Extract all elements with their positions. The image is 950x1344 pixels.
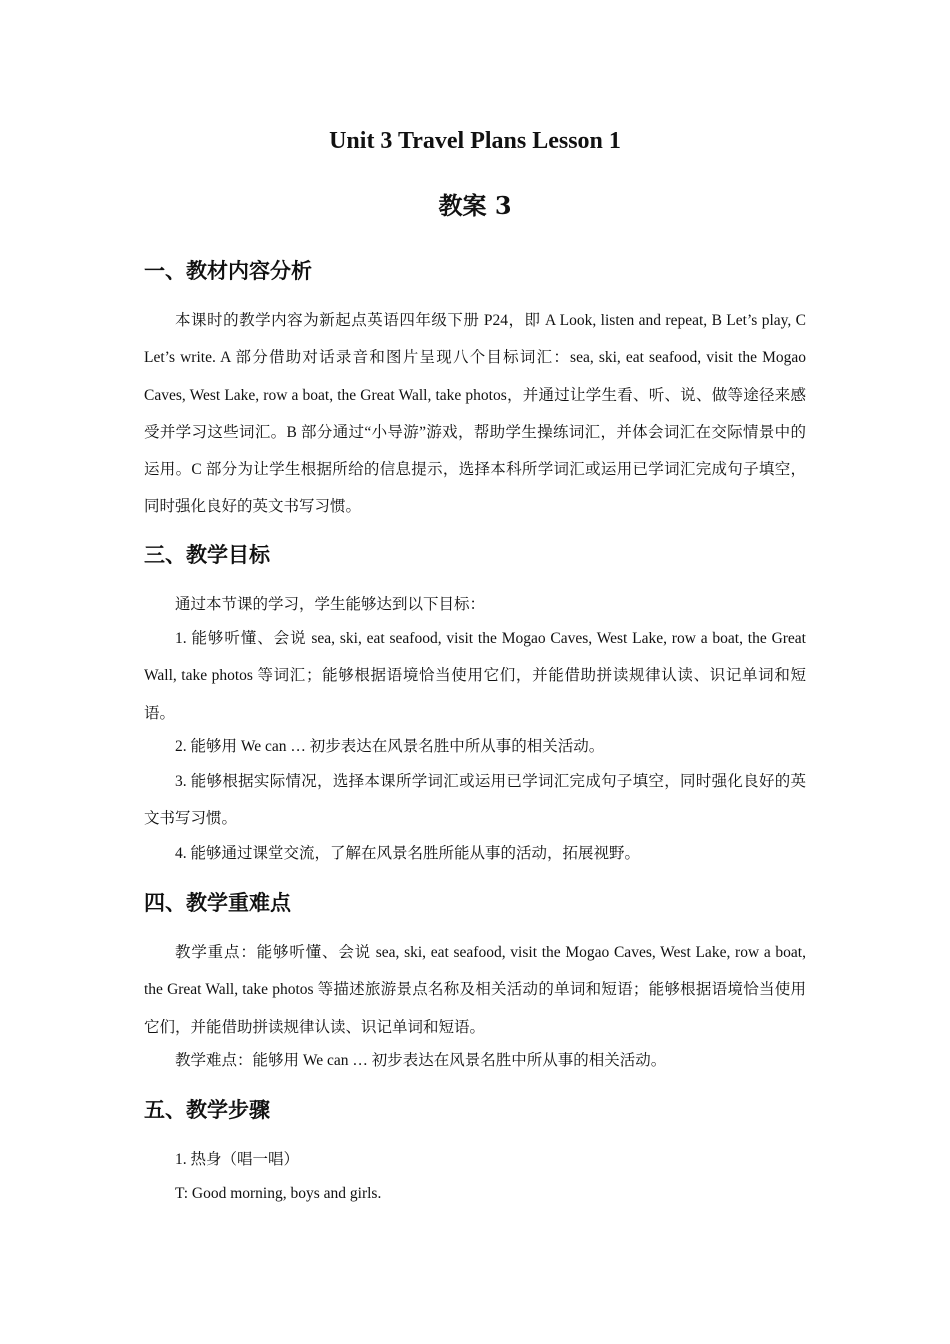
paragraph-dialogue-line-1: T: Good morning, boys and girls.	[175, 1185, 382, 1202]
section-heading-teaching-goals: 三、教学目标	[144, 542, 270, 567]
document-title: Unit 3 Travel Plans Lesson 1	[329, 128, 621, 154]
paragraph-goal-4: 4. 能够通过课堂交流，了解在风景名胜所能从事的活动，拓展视野。	[175, 845, 641, 862]
document-subtitle: 教案 3	[438, 191, 512, 220]
section-heading-content-analysis: 一、教材内容分析	[144, 258, 312, 283]
paragraph-goal-1: 1. 能够听懂、会说 sea, ski, eat seafood, visit the Mogao Caves, West Lake, row a boat, the Great Wall, take photos 等词汇；能够根据语境恰当使用它们，并能借助拼读规律认读、识记单词和短语。	[144, 630, 806, 722]
section-heading-teaching-steps: 五、教学步骤	[144, 1097, 270, 1122]
paragraph-difficult-point: 教学难点：能够用 We can … 初步表达在风景名胜中所从事的相关活动。	[175, 1052, 667, 1069]
paragraph-goal-2: 2. 能够用 We can … 初步表达在风景名胜中所从事的相关活动。	[175, 738, 605, 755]
paragraph-step-1: 1. 热身（唱一唱）	[175, 1151, 300, 1168]
paragraph-content-analysis: 本课时的教学内容为新起点英语四年级下册 P24，即 A Look, listen and repeat, B Let’s play, C Let’s write. A 部分借助对话录音和图片呈现八个目标词汇：sea, ski, eat seafood, visit the Mogao Caves, West Lake, row a boat, the Great Wall, take photos，并通过让学生看、听、说、做等途径来感受并学习这些词汇。B 部分通过“小导游”游戏，帮助学生操练词汇，并体会词汇在交际情景中的运用。C 部分为让学生根据所给的信息提示，选择本科所学词汇或运用已学词汇完成句子填空，同时强化良好的英文书写习惯。	[144, 312, 806, 516]
paragraph-goal-3: 3. 能够根据实际情况，选择本课所学词汇或运用已学词汇完成句子填空，同时强化良好的英文书写习惯。	[144, 773, 806, 828]
paragraph-key-point: 教学重点：能够听懂、会说 sea, ski, eat seafood, visit the Mogao Caves, West Lake, row a boat, the Great Wall, take photos 等描述旅游景点名称及相关活动的单词和短语；能够根据语境恰当使用它们，并能借助拼读规律认读、识记单词和短语。	[144, 944, 806, 1036]
paragraph-goals-intro: 通过本节课的学习，学生能够达到以下目标：	[175, 596, 486, 613]
section-heading-key-points: 四、教学重难点	[144, 890, 291, 915]
